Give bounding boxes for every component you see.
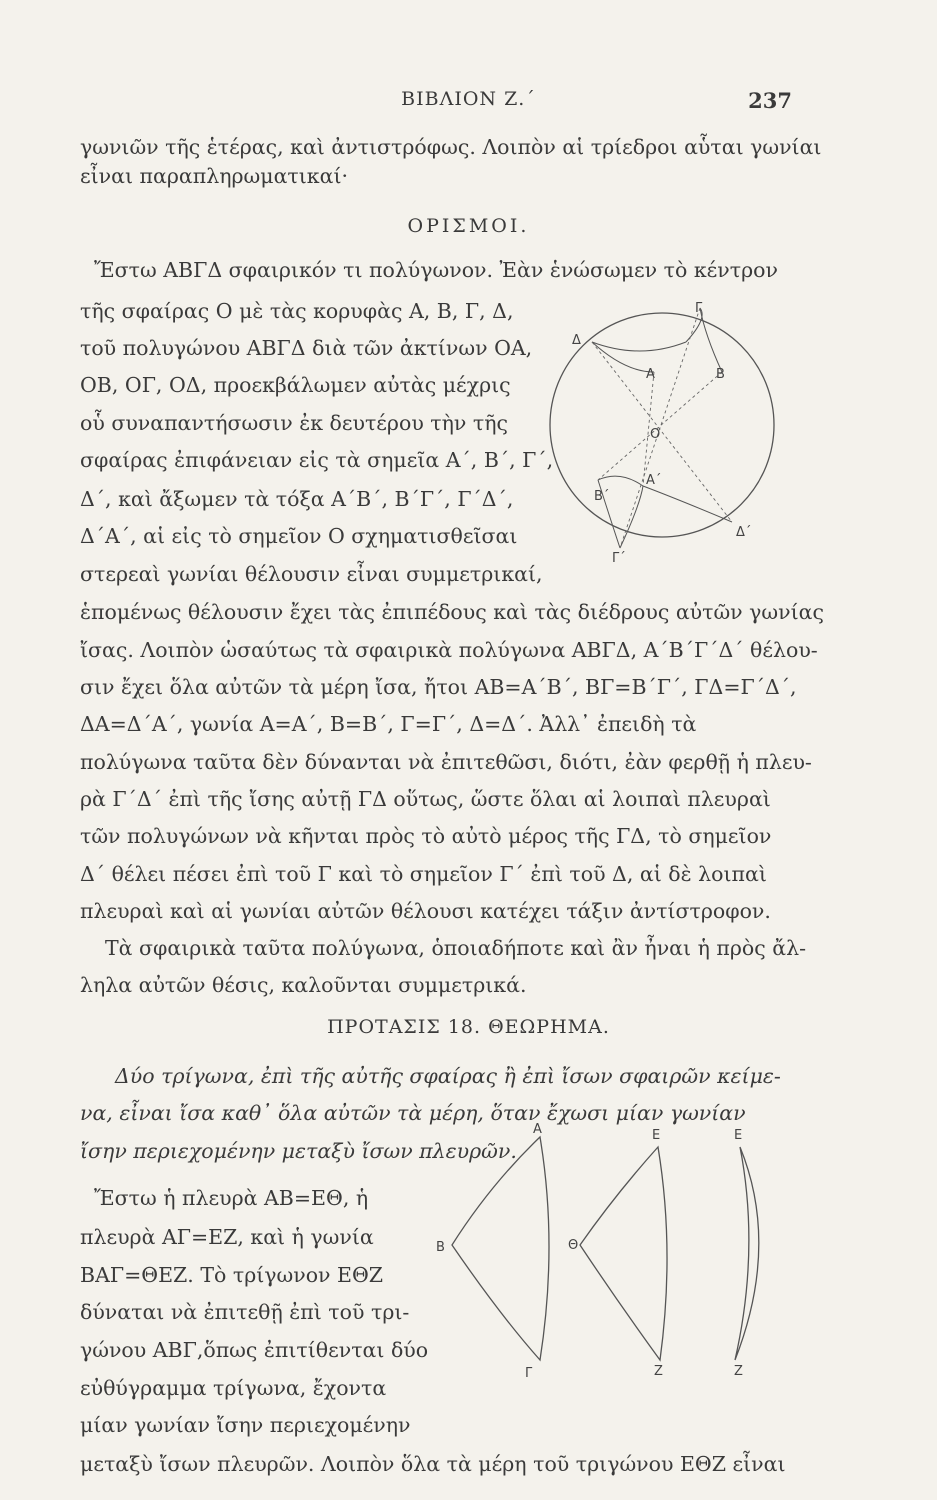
text-line: τῶν πολυγώνων νὰ κῆνται πρὸς τὸ αὐτὸ μέρος τῆς ΓΔ, τὸ σημεῖον xyxy=(80,824,772,848)
page-number: 237 xyxy=(748,88,792,113)
text-line: σιν ἔχει ὅλα αὐτῶν τὰ μέρη ἴσα, ἤτοι ΑΒ=Α΄Β΄, ΒΓ=Β΄Γ΄, ΓΔ=Γ΄Δ΄, xyxy=(80,675,797,699)
text-line: Δ΄Α΄, αἱ εἰς τὸ σημεῖον Ο σχηματισθεῖσαι xyxy=(80,524,518,548)
text-line: Δ΄ θέλει πέσει ἐπὶ τοῦ Γ καὶ τὸ σημεῖον Γ΄ ἐπὶ τοῦ Δ, αἱ δὲ λοιπαὶ xyxy=(80,862,767,886)
proof-line: δύναται νὰ ἐπιτεθῇ ἐπὶ τοῦ τρι- xyxy=(80,1300,410,1324)
text-line: Τὰ σφαιρικὰ ταῦτα πολύγωνα, ὁποιαδήποτε καὶ ἂν ἦναι ἡ πρὸς ἄλ- xyxy=(105,936,807,960)
statement-line: ἴσην περιεχομένην μεταξὺ ἴσων πλευρῶν. xyxy=(80,1139,517,1163)
proof-line: μίαν γωνίαν ἴσην περιεχομένην xyxy=(80,1413,411,1437)
text-line: ΔΑ=Δ΄Α΄, γωνία Α=Α΄, Β=Β΄, Γ=Γ΄, Δ=Δ΄. Ἀλλ᾿ ἐπειδὴ τὰ xyxy=(80,712,697,736)
label-a: Α xyxy=(533,1122,542,1137)
text-line: ρὰ Γ΄Δ΄ ἐπὶ τῆς ἴσης αὐτῇ ΓΔ οὕτως, ὥστε ὅλαι αἱ λοιπαὶ πλευραὶ xyxy=(80,787,771,811)
text-line: Ἔστω ΑΒΓΔ σφαιρικόν τι πολύγωνον. Ἐὰν ἑνώσωμεν τὸ κέντρον xyxy=(94,258,778,282)
text-line: ληλα αὐτῶν θέσις, καλοῦνται συμμετρικά. xyxy=(80,973,527,997)
text-line: πολύγωνα ταῦτα δὲν δύνανται νὰ ἐπιτεθῶσι, διότι, ἐὰν φερθῇ ἡ πλευ- xyxy=(80,750,812,774)
label-z1: Ζ xyxy=(654,1364,663,1379)
sphere-figure xyxy=(540,300,790,565)
label-alpha-prime: Α΄ xyxy=(646,473,662,488)
proof-line: Ἔστω ἡ πλευρὰ ΑΒ=ΕΘ, ἡ xyxy=(94,1186,369,1210)
proof-line: πλευρὰ ΑΓ=ΕΖ, καὶ ἡ γωνία xyxy=(80,1225,374,1249)
triangles-figure xyxy=(430,1115,790,1380)
running-title: ΒΙΒΛΙΟΝ Ζ.΄ xyxy=(401,88,536,110)
text-line: ἴσας. Λοιπὸν ὡσαύτως τὰ σφαιρικὰ πολύγωνα ΑΒΓΔ, Α΄Β΄Γ΄Δ΄ θέλου- xyxy=(80,638,818,662)
proof-line: γώνου ΑΒΓ,ὅπως ἐπιτίθενται δύο xyxy=(80,1338,429,1362)
text-line: οὗ συναπαντήσωσιν ἐκ δευτέρου τὴν τῆς xyxy=(80,411,508,435)
proof-line: ΒΑΓ=ΘΕΖ. Τὸ τρίγωνον ΕΘΖ xyxy=(80,1263,384,1287)
label-gamma-prime: Γ΄ xyxy=(612,551,626,566)
text-line: τῆς σφαίρας Ο μὲ τὰς κορυφὰς Α, Β, Γ, Δ, xyxy=(80,299,514,323)
text-line: γωνιῶν τῆς ἑτέρας, καὶ ἀντιστρόφως. Λοιπὸν αἱ τρίεδροι αὗται γωνίαι xyxy=(80,135,822,159)
text-line: ἑπομένως θέλουσιν ἔχει τὰς ἐπιπέδους καὶ τὰς διέδρους αὐτῶν γωνίας xyxy=(80,600,824,624)
text-line: στερεαὶ γωνίαι θέλουσιν εἶναι συμμετρικαί, xyxy=(80,562,543,586)
text-line: Δ΄, καὶ ἄξωμεν τὰ τόξα Α΄Β΄, Β΄Γ΄, Γ΄Δ΄, xyxy=(80,487,514,511)
statement-line: Δύο τρίγωνα, ἐπὶ τῆς αὐτῆς σφαίρας ἢ ἐπὶ ἴσων σφαιρῶν κείμε- xyxy=(115,1064,781,1088)
label-delta: Δ xyxy=(572,333,581,348)
label-beta: Β xyxy=(716,367,725,382)
text-line: σφαίρας ἐπιφάνειαν εἰς τὰ σημεῖα Α΄, Β΄, Γ΄, xyxy=(80,448,554,472)
label-center-o: Ο xyxy=(650,427,661,442)
label-theta: Θ xyxy=(568,1238,579,1253)
statement-line: να, εἶναι ἴσα καθ᾿ ὅλα αὐτῶν τὰ μέρη, ὅταν ἔχωσι μίαν γωνίαν xyxy=(80,1101,746,1125)
proof-line: μεταξὺ ἴσων πλευρῶν. Λοιπὸν ὅλα τὰ μέρη τοῦ τριγώνου ΕΘΖ εἶναι xyxy=(80,1452,786,1476)
text-line: ΟΒ, ΟΓ, ΟΔ, προεκβάλωμεν αὐτὰς μέχρις xyxy=(80,373,511,397)
text-line: τοῦ πολυγώνου ΑΒΓΔ διὰ τῶν ἀκτίνων ΟΑ, xyxy=(80,336,533,360)
label-alpha: Α xyxy=(646,367,655,382)
text-line: πλευραὶ καὶ αἱ γωνίαι αὐτῶν θέλουσι κατέχει τάξιν ἀντίστροφον. xyxy=(80,899,771,923)
label-z2: Ζ xyxy=(734,1364,743,1379)
text-line: εἶναι παραπληρωματικαί· xyxy=(80,164,349,188)
label-g: Γ xyxy=(525,1366,533,1381)
page-header xyxy=(0,88,937,118)
proposition-heading: ΠΡΟΤΑΣΙΣ 18. ΘΕΩΡΗΜΑ. xyxy=(327,1016,610,1038)
label-e2: Ε xyxy=(734,1128,743,1143)
label-b: Β xyxy=(436,1240,445,1255)
label-beta-prime: Β΄ xyxy=(594,489,610,504)
label-e1: Ε xyxy=(652,1128,661,1143)
proof-line: εὐθύγραμμα τρίγωνα, ἔχοντα xyxy=(80,1376,387,1400)
label-delta-prime: Δ΄ xyxy=(736,525,752,540)
definitions-heading: ΟΡΙΣΜΟΙ. xyxy=(407,215,530,237)
label-gamma: Γ xyxy=(695,301,703,316)
